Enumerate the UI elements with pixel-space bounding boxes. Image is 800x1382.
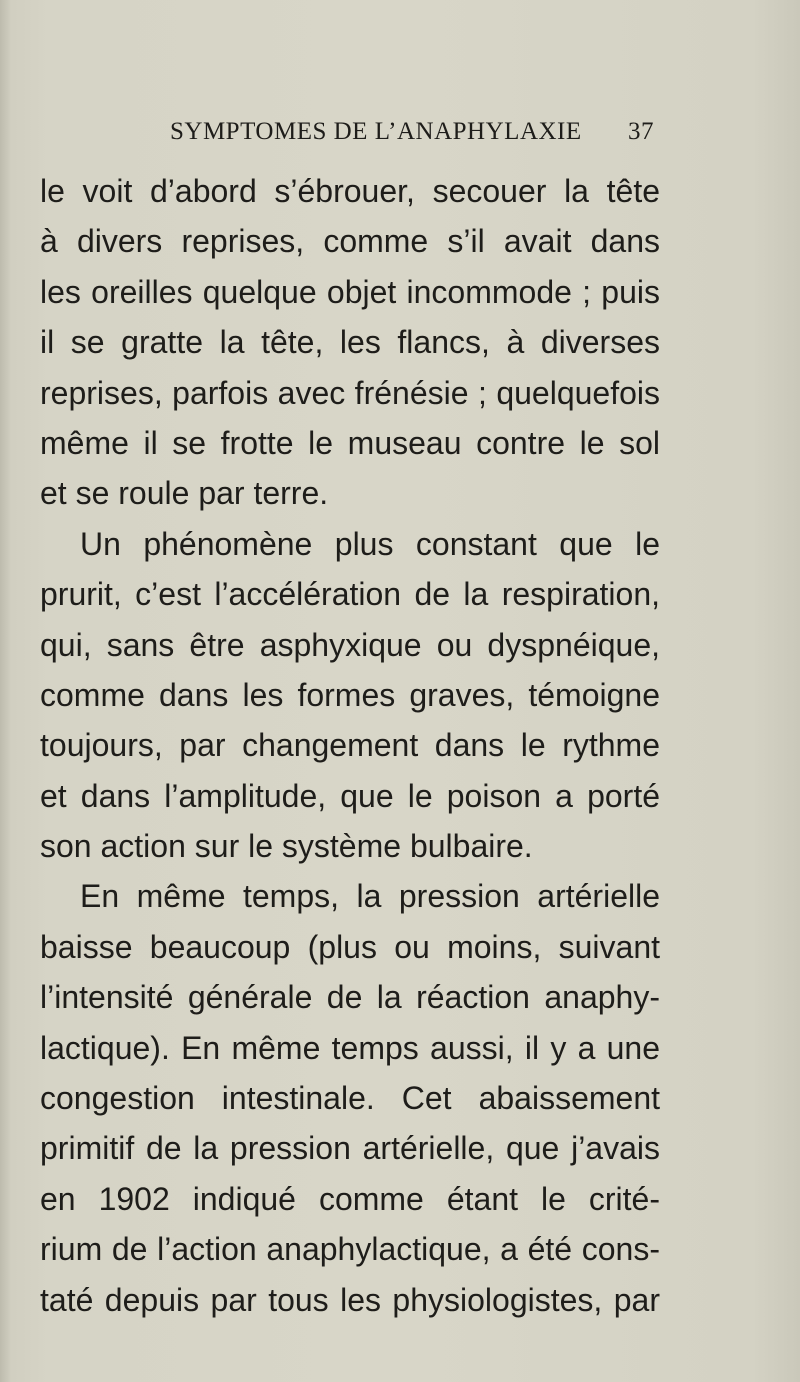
body-text: [40, 166, 660, 1325]
text-line: à divers reprises, comme s’il avait dans: [40, 223, 660, 260]
text-line: baisse beaucoup (plus ou moins, suivant: [40, 928, 660, 965]
text-line: rium de l’action anaphylactique, a été cons-: [40, 1231, 660, 1268]
text-line: primitif de la pression artérielle, que j’avais: [40, 1130, 660, 1167]
text-line: taté depuis par tous les physiologistes, par: [40, 1281, 660, 1318]
text-line: prurit, c’est l’accélération de la respiration,: [40, 576, 660, 613]
running-head: [170, 118, 654, 152]
text-line: toujours, par changement dans le rythme: [40, 727, 660, 764]
text-line: et se roule par terre.: [40, 475, 329, 512]
text-line: congestion intestinale. Cet abaissement: [40, 1080, 660, 1117]
page-number: 37: [628, 118, 654, 145]
text-line: et dans l’amplitude, que le poison a porté: [40, 777, 660, 814]
page-gutter: [0, 0, 10, 1382]
text-line: reprises, parfois avec frénésie ; quelquefois: [40, 374, 660, 411]
text-line: En même temps, la pression artérielle: [80, 878, 660, 915]
text-line: même il se frotte le museau contre le sol: [40, 424, 660, 461]
text-line: le voit d’abord s’ébrouer, secouer la tête: [40, 173, 660, 209]
text-line: lactique). En même temps aussi, il y a une: [40, 1029, 660, 1066]
running-title: SYMPTOMES DE L’ANAPHYLAXIE: [170, 118, 582, 145]
text-line: il se gratte la tête, les flancs, à diverses: [40, 324, 660, 361]
text-line: Un phénomène plus constant que le: [80, 525, 660, 562]
text-line: l’intensité générale de la réaction anaphy-: [40, 979, 660, 1016]
text-line: son action sur le système bulbaire.: [40, 828, 533, 865]
text-line: qui, sans être asphyxique ou dyspnéique,: [40, 626, 660, 663]
text-line: les oreilles quelque objet incommode ; puis: [40, 273, 660, 310]
text-line: comme dans les formes graves, témoigne: [40, 676, 660, 713]
text-line: en 1902 indiqué comme étant le crité-: [40, 1180, 660, 1217]
